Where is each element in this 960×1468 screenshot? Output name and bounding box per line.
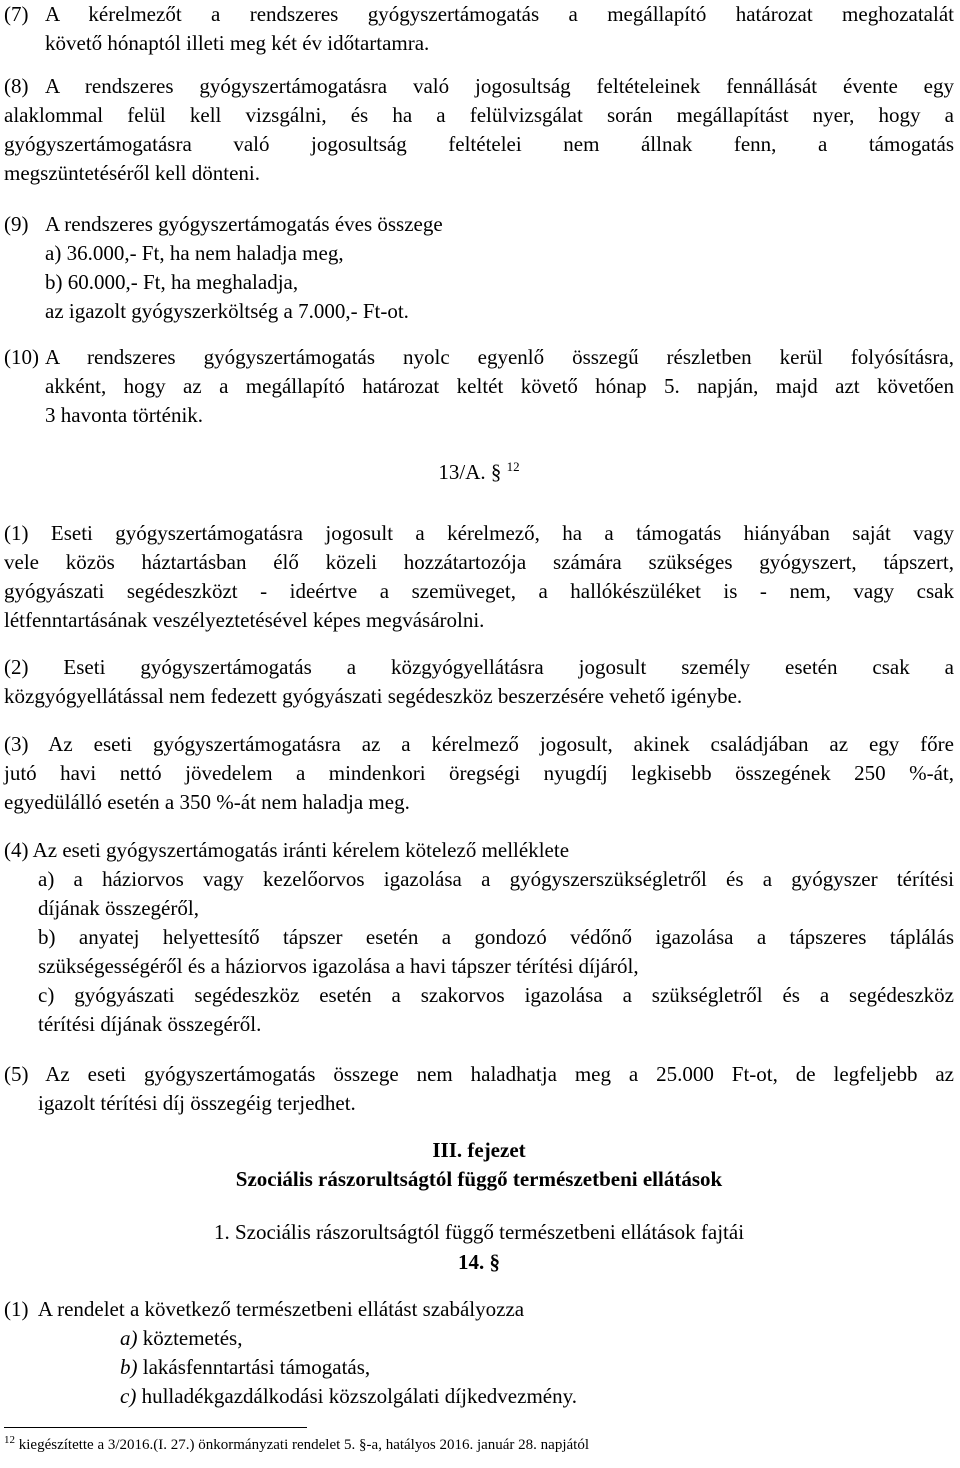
paragraph-line: alaklommal felül kell vizsgálni, és ha a felülvizsgálat során megállapítást nyer, hogy a (4, 103, 954, 127)
section-heading-14: 14. § (458, 1250, 500, 1274)
paragraph-line: (2) Eseti gyógyszertámogatás a közgyógyellátásra jogosult személy esetén csak a (4, 655, 954, 679)
paragraph-line: (1) Eseti gyógyszertámogatásra jogosult a kérelmező, ha a támogatás hiányában saját vagy (4, 521, 954, 545)
paragraph-e2 (4, 653, 954, 711)
paragraph-line: (4) Az eseti gyógyszertámogatás iránti kérelem kötelező melléklete (4, 838, 570, 862)
list-item: díjának összegéről, (38, 896, 199, 920)
paragraph-line: akként, hogy az a megállapító határozat keltét követő hónap 5. napján, majd azt követően (45, 374, 954, 398)
footnote-mark: 12 (4, 1434, 15, 1446)
list-text: hulladékgazdálkodási közszolgálati díjkedvezmény. (136, 1384, 577, 1408)
paragraph-8 (4, 72, 954, 101)
list-item (4, 1324, 954, 1353)
paragraph-number: (8) (4, 74, 29, 98)
paragraph-line: igazolt térítési díj összegéig terjedhet. (38, 1091, 356, 1115)
list-item (4, 1382, 954, 1411)
list-text: lakásfenntartási támogatás, (137, 1355, 371, 1379)
paragraph-10 (4, 343, 954, 430)
paragraph-9 (4, 210, 954, 326)
paragraph-number: (7) (4, 2, 29, 26)
footnote-divider (4, 1427, 307, 1428)
paragraph-8-continued (4, 101, 954, 188)
paragraph-line: vele közös háztartásban élő közeli hozzátartozója számára szükséges gyógyszert, tápszert, (4, 550, 954, 574)
paragraph-number: (10) (4, 345, 39, 369)
paragraph-line: (1) A rendelet a következő természetbeni ellátást szabályozza (4, 1297, 525, 1321)
paragraph-e1 (4, 519, 954, 635)
paragraph-line: A rendszeres gyógyszertámogatás éves összege (45, 212, 443, 236)
paragraph-line: A kérelmezőt a rendszeres gyógyszertámogatás a megállapító határozat meghozatalát (45, 2, 954, 26)
list-item: térítési díjának összegéről. (38, 1012, 262, 1036)
list-item (4, 1353, 954, 1382)
list-item: szükségességéről és a háziorvos igazolása a havi tápszer térítési díjáról, (38, 954, 639, 978)
chapter-title: Szociális rászorultságtól függő természetbeni ellátások (235, 1167, 723, 1191)
paragraph-line: 3 havonta történik. (45, 403, 204, 427)
paragraph-line: létfenntartásának veszélyeztetésével képes megvásárolni. (4, 608, 485, 632)
paragraph-r1 (4, 1295, 954, 1411)
chapter-number: III. fejezet (432, 1138, 526, 1162)
paragraph-line: gyógyászati segédeszközt - ideértve a szemüveget, a hallókészüléket is - nem, vagy csak (4, 579, 954, 603)
paragraph-e3 (4, 730, 954, 817)
list-letter: b) (120, 1355, 138, 1379)
list-item: c) gyógyászati segédeszköz esetén a szakorvos igazolása a szükségletről és a segédeszköz (38, 983, 954, 1007)
paragraph-line: A rendszeres gyógyszertámogatás nyolc egyenlő összegű részletben kerül folyósításra, (45, 345, 954, 369)
paragraph-line: jutó havi nettó jövedelem a mindenkori öregségi nyugdíj legkisebb összegének 250 %-át, (4, 761, 954, 785)
list-letter: c) (120, 1384, 137, 1408)
list-item: a) a háziorvos vagy kezelőorvos igazolása a gyógyszerszükségletről és a gyógyszer térítési (38, 867, 954, 891)
paragraph-line: gyógyszertámogatásra való jogosultság feltételei nem állnak fenn, a támogatás (4, 132, 954, 156)
list-item: b) 60.000,- Ft, ha meghaladja, (45, 270, 299, 294)
paragraph-line: A rendszeres gyógyszertámogatásra való jogosultság feltételeinek fennállását évente egy (45, 74, 954, 98)
list-item: az igazolt gyógyszerköltség a 7.000,- Ft-ot. (45, 299, 409, 323)
paragraph-7 (4, 0, 954, 58)
paragraph-line: követő hónaptól illeti meg két év időtartamra. (45, 31, 430, 55)
paragraph-line: egyedülálló esetén a 350 %-át nem haladja meg. (4, 790, 410, 814)
footnote (4, 1434, 589, 1456)
paragraph-line: (5) Az eseti gyógyszertámogatás összege nem haladhatja meg a 25.000 Ft-ot, de legfeljebb az (4, 1062, 954, 1086)
paragraph-e5 (4, 1060, 954, 1118)
paragraph-number: (9) (4, 212, 29, 236)
subsection-title: 1. Szociális rászorultságtól függő természetbeni ellátások fajtái (213, 1220, 745, 1244)
paragraph-line: megszüntetéséről kell dönteni. (4, 161, 261, 185)
paragraph-line: (3) Az eseti gyógyszertámogatásra az a kérelmező jogosult, akinek családjában az egy főre (4, 732, 954, 756)
list-item: a) 36.000,- Ft, ha nem haladja meg, (45, 241, 344, 265)
list-text: köztemetés, (137, 1326, 243, 1350)
footnote-reference: 12 (506, 459, 520, 474)
list-letter: a) (120, 1326, 138, 1350)
section-heading-13a (4, 458, 954, 487)
section-heading-text: 13/A. § (438, 460, 502, 484)
footnote-text: kiegészítette a 3/2016.(I. 27.) önkormányzati rendelet 5. §-a, hatályos 2016. január 28. napjától (18, 1437, 589, 1453)
paragraph-e4 (4, 836, 954, 1039)
paragraph-line: közgyógyellátással nem fedezett gyógyászati segédeszköz beszerzésére vehető igénybe. (4, 684, 743, 708)
list-item: b) anyatej helyettesítő tápszer esetén a gondozó védőnő igazolása a tápszeres táplálás (38, 925, 954, 949)
